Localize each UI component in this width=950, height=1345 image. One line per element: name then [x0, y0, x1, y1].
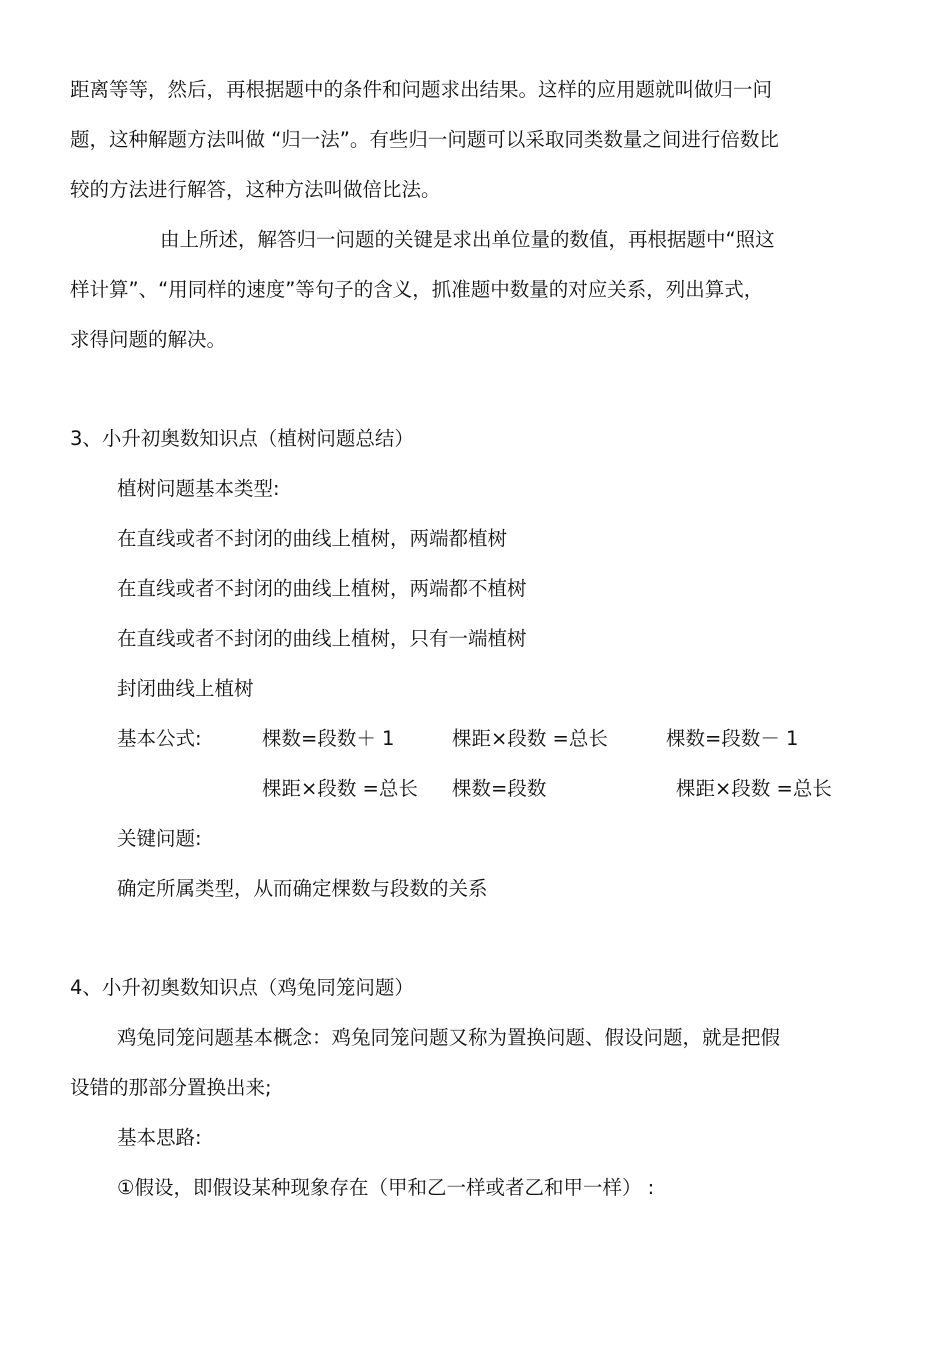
formula: 棵距×段数 =总长 [452, 727, 608, 750]
formula: 棵距×段数 =总长 [676, 777, 832, 800]
type-item: 在直线或者不封闭的曲线上植树，只有一端植树 [117, 627, 527, 650]
paragraph-line: 设错的那部分置换出来; [70, 1076, 272, 1099]
thinking-label: 基本思路: [117, 1126, 202, 1149]
key-label: 关键问题: [117, 827, 202, 850]
paragraph-line: 由上所述，解答归一问题的关键是求出单位量的数值，再根据题中“照这 [160, 228, 775, 251]
paragraph-line: 鸡兔同笼问题基本概念：鸡兔同笼问题又称为置换问题、假设问题，就是把假 [117, 1026, 781, 1049]
formula: 棵数=段数－ 1 [666, 727, 799, 750]
type-item: 封闭曲线上植树 [117, 677, 254, 700]
paragraph-line: 样计算”、“用同样的速度”等句子的含义，抓准题中数量的对应关系，列出算式， [70, 278, 764, 301]
paragraph-line: 较的方法进行解答，这种方法叫做倍比法。 [70, 178, 441, 201]
types-label: 植树问题基本类型: [117, 477, 280, 500]
paragraph-line: 题，这种解题方法叫做 “归一法”。有些归一问题可以采取同类数量之间进行倍数比 [70, 128, 779, 151]
section-heading: 3、小升初奥数知识点（植树问题总结） [70, 427, 414, 450]
type-item: 在直线或者不封闭的曲线上植树，两端都植树 [117, 527, 508, 550]
section-heading: 4、小升初奥数知识点（鸡兔同笼问题） [70, 976, 414, 999]
formula: 棵数=段数 [452, 777, 547, 800]
formula: 棵距×段数 =总长 [262, 777, 418, 800]
paragraph-line: 距离等等，然后，再根据题中的条件和问题求出结果。这样的应用题就叫做归一问 [70, 78, 773, 101]
formula-label: 基本公式: [117, 727, 202, 750]
type-item: 在直线或者不封闭的曲线上植树，两端都不植树 [117, 577, 527, 600]
formula: 棵数=段数＋ 1 [262, 727, 395, 750]
paragraph-line: 求得问题的解决。 [70, 328, 227, 351]
step-item: ①假设，即假设某种现象存在（甲和乙一样或者乙和甲一样） : [117, 1176, 655, 1199]
key-text: 确定所属类型，从而确定棵数与段数的关系 [117, 877, 488, 900]
